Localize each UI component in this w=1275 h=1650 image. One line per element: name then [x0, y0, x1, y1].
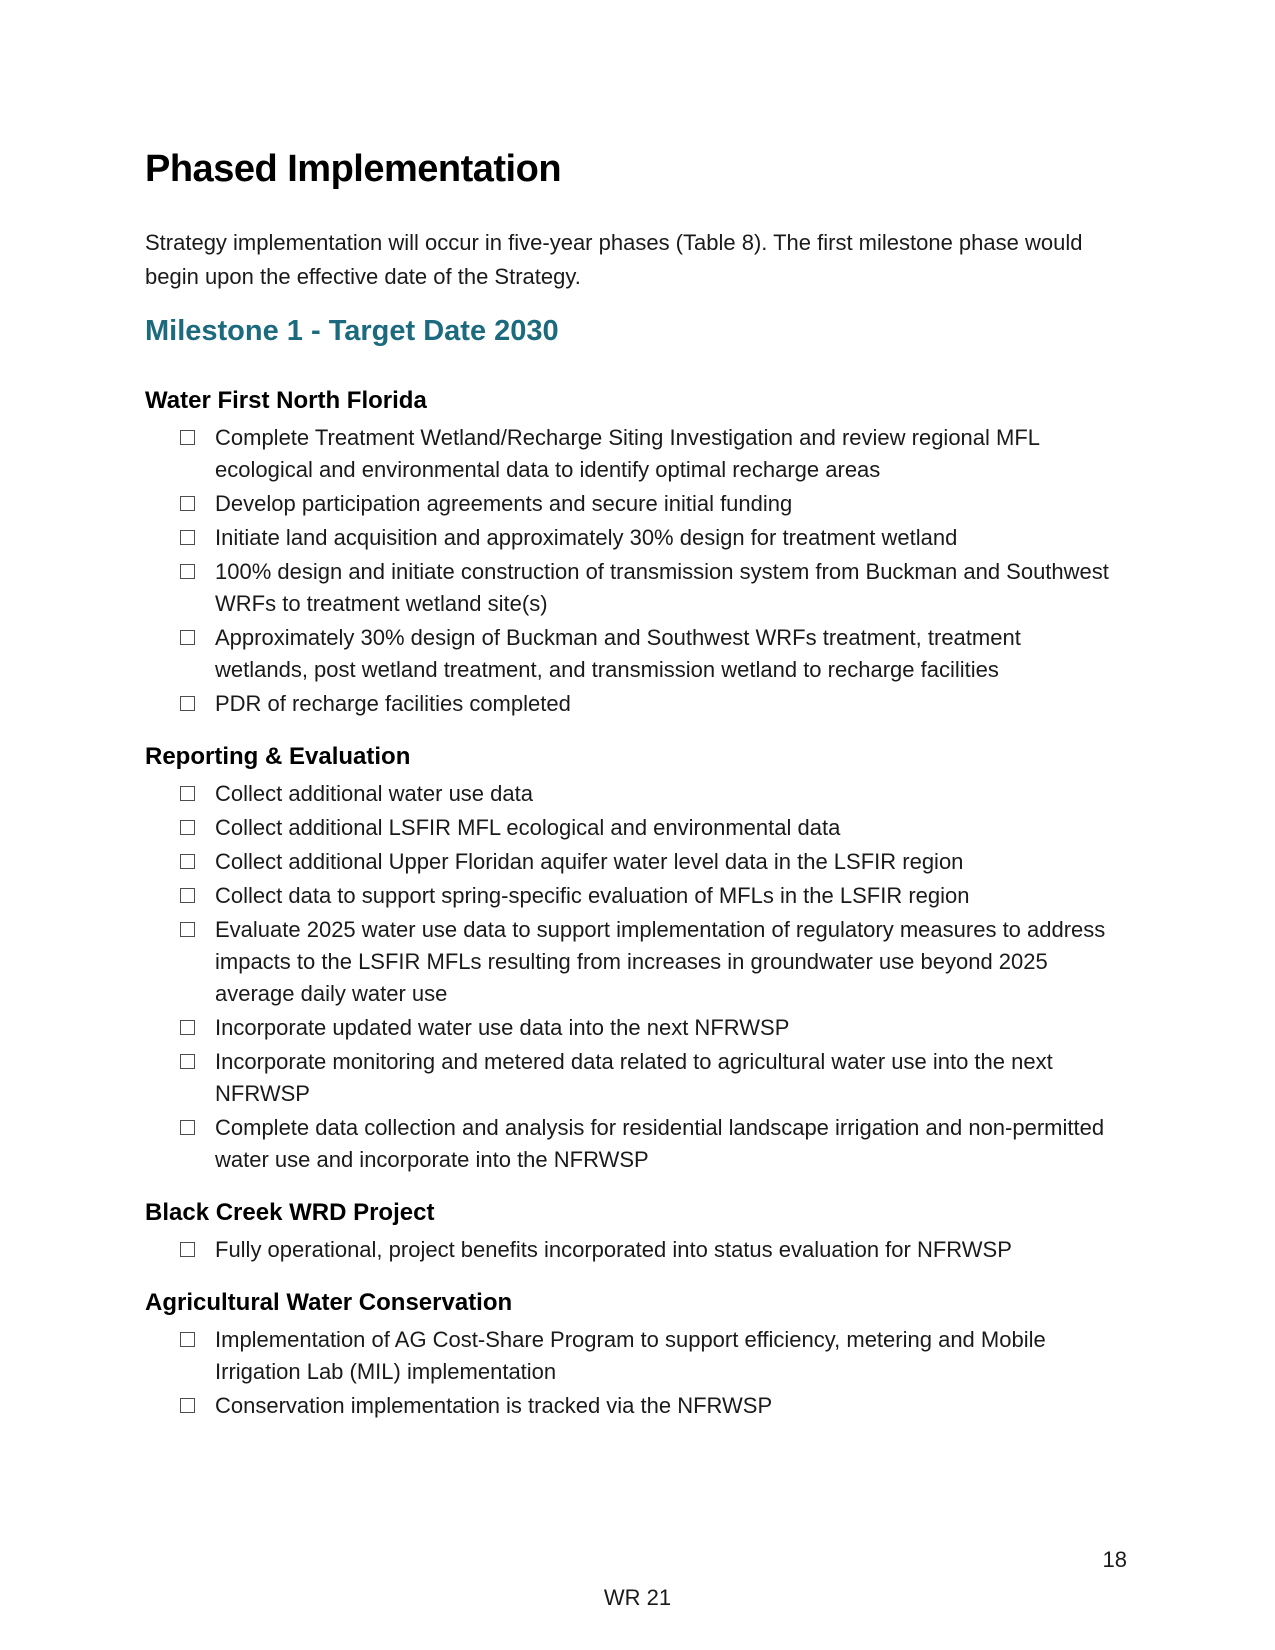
checklist-item-text: Complete data collection and analysis for residential landscape irrigation and non-permitted water use and incorporate into the NFRWSP	[215, 1115, 1105, 1172]
section-heading: Water First North Florida	[145, 387, 427, 414]
checklist-item-text: Approximately 30% design of Buckman and Southwest WRFs treatment, treatment wetlands, post wetland treatment, and transmission wetland to recharge facilities	[215, 625, 1021, 682]
checkbox-icon	[180, 888, 195, 903]
checklist-item	[145, 778, 1120, 810]
checkbox-icon	[180, 1398, 195, 1413]
checklist-item-text: Conservation implementation is tracked via the NFRWSP	[215, 1393, 773, 1418]
checklist	[145, 778, 1120, 1176]
checklist-item	[145, 1012, 1120, 1044]
page-title: Phased Implementation	[145, 148, 562, 190]
checklist-item	[145, 1112, 1120, 1176]
checklist-item-text: Incorporate monitoring and metered data related to agricultural water use into the next NFRWSP	[215, 1049, 1053, 1106]
checkbox-icon	[180, 630, 195, 645]
checkbox-icon	[180, 1020, 195, 1035]
checkbox-icon	[180, 1242, 195, 1257]
checkbox-icon	[180, 820, 195, 835]
checkbox-icon	[180, 496, 195, 511]
section-heading: Agricultural Water Conservation	[145, 1289, 513, 1316]
checklist-item-text: Initiate land acquisition and approximately 30% design for treatment wetland	[215, 525, 958, 550]
page-content	[145, 148, 1120, 1424]
footer-text: WR 21	[603, 1585, 672, 1610]
checklist-item	[145, 622, 1120, 686]
checklist-item	[145, 1324, 1120, 1388]
checklist-item-text: 100% design and initiate construction of transmission system from Buckman and Southwest WRFs to treatment wetland site(s)	[215, 559, 1109, 616]
checklist-item	[145, 556, 1120, 620]
checklist-item-text: Incorporate updated water use data into the next NFRWSP	[215, 1015, 790, 1040]
checklist-item	[145, 1390, 1120, 1422]
document-section	[145, 742, 1120, 1176]
checkbox-icon	[180, 854, 195, 869]
sections-container	[145, 386, 1120, 1422]
checkbox-icon	[180, 564, 195, 579]
checkbox-icon	[180, 1332, 195, 1347]
section-heading: Reporting & Evaluation	[145, 743, 411, 770]
checklist-item	[145, 880, 1120, 912]
checklist-item	[145, 846, 1120, 878]
checklist-item-text: Collect additional LSFIR MFL ecological and environmental data	[215, 815, 841, 840]
checklist-item-text: Collect additional Upper Floridan aquifer water level data in the LSFIR region	[215, 849, 964, 874]
document-section	[145, 1288, 1120, 1422]
checklist-item-text: Develop participation agreements and secure initial funding	[215, 491, 793, 516]
document-section	[145, 386, 1120, 720]
checklist	[145, 1324, 1120, 1422]
section-heading: Black Creek WRD Project	[145, 1199, 435, 1226]
checklist-item-text: Evaluate 2025 water use data to support implementation of regulatory measures to address impacts to the LSFIR MFLs resulting from increases in groundwater use beyond 2025 average daily water use	[215, 917, 1106, 1006]
checklist-item-text: Collect additional water use data	[215, 781, 533, 806]
checkbox-icon	[180, 696, 195, 711]
checklist-item	[145, 422, 1120, 486]
checkbox-icon	[180, 530, 195, 545]
checklist-item	[145, 914, 1120, 1010]
page-number: 18	[1102, 1547, 1127, 1572]
checklist-item-text: Complete Treatment Wetland/Recharge Siting Investigation and review regional MFL ecological and environmental data to identify optimal recharge areas	[215, 425, 1040, 482]
checklist-item	[145, 812, 1120, 844]
checklist	[145, 1234, 1120, 1266]
milestone-heading: Milestone 1 - Target Date 2030	[145, 315, 559, 347]
checklist-item-text: PDR of recharge facilities completed	[215, 691, 571, 716]
checklist-item	[145, 522, 1120, 554]
checklist-item	[145, 1234, 1120, 1266]
checklist-item	[145, 1046, 1120, 1110]
checklist-item-text: Collect data to support spring-specific evaluation of MFLs in the LSFIR region	[215, 883, 970, 908]
checkbox-icon	[180, 1054, 195, 1069]
checklist-item	[145, 488, 1120, 520]
intro-paragraph: Strategy implementation will occur in five-year phases (Table 8). The first milestone phase would begin upon the effective date of the Strategy.	[145, 230, 1083, 289]
document-section	[145, 1198, 1120, 1266]
checklist-item-text: Fully operational, project benefits incorporated into status evaluation for NFRWSP	[215, 1237, 1012, 1262]
checkbox-icon	[180, 786, 195, 801]
checkbox-icon	[180, 1120, 195, 1135]
checklist	[145, 422, 1120, 720]
checklist-item-text: Implementation of AG Cost-Share Program to support efficiency, metering and Mobile Irrigation Lab (MIL) implementation	[215, 1327, 1046, 1384]
checkbox-icon	[180, 430, 195, 445]
checkbox-icon	[180, 922, 195, 937]
checklist-item	[145, 688, 1120, 720]
